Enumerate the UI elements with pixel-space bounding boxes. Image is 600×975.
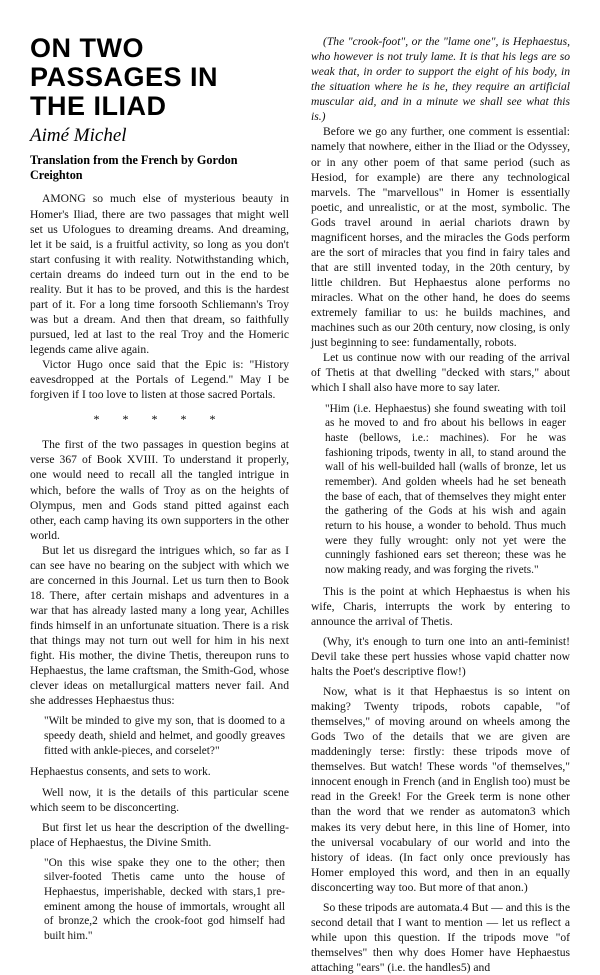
two-column-layout	[30, 33, 570, 975]
paragraph: But first let us hear the description of the dwelling-place of Hephaestus, the Divine Smith.	[30, 820, 289, 849]
paragraph: Victor Hugo once said that the Epic is: "History eavesdropped at the Portals of Legend." May I be forgiven if I too love to listen at those sacred Portals.	[30, 358, 289, 402]
paragraph: Well now, it is the details of this particular scene which seem to be disconcerting.	[30, 785, 289, 814]
title-line-1: ON TWO	[30, 33, 144, 63]
paragraph: So these tripods are automata.4 But — and this is the second detail that I want to mention — let us reflect a while upon this question. If the tripods move "of themselves" then why does Homer have Hephaestus attaching "ears" (i.e. the handles5) and	[311, 900, 570, 975]
paragraph: The first of the two passages in question begins at verse 367 of Book XVIII. To understand it properly, one would need to recall all the tangled intrigue in which, before the walls of Troy as on the heights of Olympus, men and Gods stand pitted against each other, each camp having its own supporters in the other world.	[30, 438, 289, 542]
block-quote: "Wilt be minded to give my son, that is doomed to a speedy death, shield and helmet, and goodly greaves fitted with ankle-pieces, and corselet?"	[44, 715, 285, 757]
paragraph: AMONG so much else of mysterious beauty in Homer's Iliad, there are two passages that might well set us Ufologues to dreaming dreams. And dreaming, let it be said, is a fruitful activity, so long as you don't start confusing it with reality. Notwithstanding which, certain dreams do indeed turn out in the end to be reality. But it has to be proved, and this is the hardest part of it. For a long time forsooth Schliemann's Troy was but a dream. And then that dream, so faithfully pursued, led at last to the real Troy and the Homeric legends came alive again.	[30, 192, 289, 357]
paragraph: Now, what is it that Hephaestus is so intent on making? Twenty tripods, robots capable, "of themselves," of moving around on wheels among the Gods Two of the details that we are given are maddeningly terse: firstly: these tripods move of themselves. But watch! These words "of themselves," innocent enough in French (and in English too) must be read in the Greek! For the Greek term is none other than the word that we render as automaton3 which makes its very debut here, in this line of Homer, into the universal vocabulary of our world and into the history of ideas. (In fact only once previously has Homer employed this word, and then in an equally disconcerting way too. But more of that anon.)	[311, 684, 570, 894]
paragraph: (Why, it's enough to turn one into an anti-feminist! Devil take these pert hussies whose vapid chatter now halts the Poet's descriptive flow!)	[311, 634, 570, 678]
paragraph: Let us continue now with our reading of the arrival of Thetis at that dwelling "decked with stars," about which I shall also have more to say later.	[311, 351, 570, 395]
paragraph: This is the point at which Hephaestus is when his wife, Charis, interrupts the work by entering to announce the arrival of Thetis.	[311, 584, 570, 628]
section-separator: * * * * *	[93, 412, 226, 427]
paragraph: But let us disregard the intrigues which, so far as I can see have no bearing on the subject with which we are concerned in this Journal. Let us turn then to Book 18. There, after certain mishaps and adventures in a war that has already lasted many a long year, Achilles finds himself in an unfortunate situation. There is a risk that things may not turn out well for him in his next fight. His mother, the divine Thetis, thereupon runs to Hephaestus, the lame craftsman, the Smith-God, whose clever ideas on metallurgical matters never fail. And she addresses Hephaestus thus:	[30, 543, 289, 708]
title-line-2: PASSAGES IN	[30, 62, 219, 93]
paragraph: Hephaestus consents, and sets to work.	[30, 765, 211, 779]
title-line-3: THE ILIAD	[30, 91, 167, 122]
page-title	[30, 34, 289, 121]
paragraph: Before we go any further, one comment is essential: namely that nowhere, either in the Iliad or the Odyssey, or in any other poem of that same period (such as Hesiod, for example) are there any technological marvels. The "marvellous" in Homer is essentially poetic, and unrealistic, or at the most, symbolic. The Gods travel around in aerial chariots drawn by magnificent horses, and the miracles the Gods perform are the sort of miracles that you find in fairy tales and that are still invented today, in the 20th century, by little children. But Hephaestus alone performs no miracles. What on the other hand, he does do seems extremely familiar to us: he builds machines, and machines such as our 20th century, now closing, is only just beginning to see: fundamentally, robots.	[311, 125, 570, 350]
translator-credit: Translation from the French by Gordon Creighton	[30, 153, 238, 183]
block-quote: "Him (i.e. Hephaestus) she found sweating with toil as he moved to and fro about his bellows in eager haste (bellows, i.e.: machines). For he was fashioning tripods, twenty in all, to stand around the wall of his well-builded hall (walls of bronze, let us remember). And golden wheels had he set beneath the base of each, that of themselves they might enter the gathering of the Gods at his wish and again return to his house, a wonder to behold. Thus much were they fully wrought: only not yet were the cunningly fashioned ears set thereon; these was he now making ready, and was forging the rivets."	[325, 402, 566, 576]
paragraph-italic-aside: (The "crook-foot", or the "lame one", is Hephaestus, who however is not truly lame. It is that his legs are so weak that, in order to support the eight of his body, in the situation where he is he, they require an artificial muscular aid, and in a minute we shall see what this is.)	[311, 35, 570, 124]
block-quote: "On this wise spake they one to the other; then silver-footed Thetis came unto the house of Hephaestus, imperishable, decked with stars,1 pre-eminent among the house of immortals, wrought all of bronze,2 which the crook-foot god himself had built him."	[44, 856, 285, 943]
left-column	[30, 33, 289, 943]
author-name: Aimé Michel	[30, 125, 127, 147]
right-column	[311, 34, 570, 975]
